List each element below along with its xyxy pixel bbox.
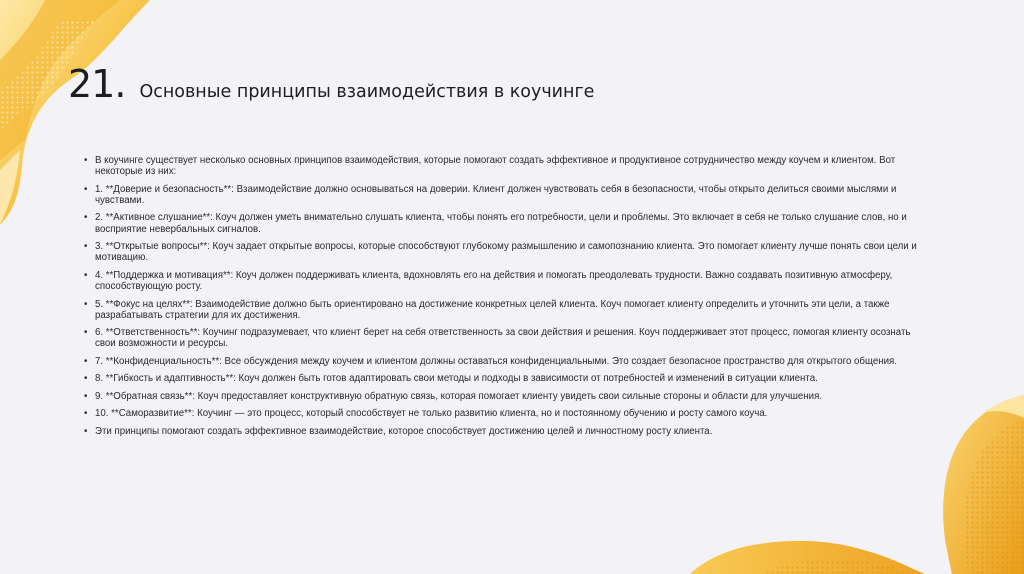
list-item-text: 10. **Саморазвитие**: Коучинг — это процесс, который способствует не только развитию клиента, но и постоянному обучению и росту самого коуча. [95, 408, 768, 420]
bullet-icon: • [84, 425, 88, 437]
list-item-text: 1. **Доверие и безопасность**: Взаимодействие должно основываться на доверии. Клиент должен чувствовать себя в безопасности, чтобы открыто делиться своими мыслями и чувствами. [95, 183, 897, 206]
list-item [84, 327, 929, 349]
list-item [84, 426, 929, 437]
bullet-icon: • [84, 373, 88, 385]
list-item [84, 212, 929, 234]
bullet-icon: • [84, 408, 88, 420]
slide-title [68, 62, 594, 106]
list-item-text: 6. **Ответственность**: Коучинг подразумевает, что клиент берет на себя ответственность за свои действия и решения. Коуч поддерживает этот процесс, помогая клиенту осознать свои возможности и ресурсы. [95, 327, 911, 350]
bullet-icon: • [84, 269, 88, 281]
bullet-icon: • [84, 298, 88, 310]
list-item [84, 391, 929, 402]
list-item-text: 3. **Открытые вопросы**: Коуч задает открытые вопросы, которые способствуют глубокому размышлению и самопознанию клиента. Это помогает клиенту лучше понять свои цели и мотивацию. [95, 241, 917, 264]
list-item [84, 184, 929, 206]
bullet-icon: • [84, 212, 88, 224]
list-item-text: 4. **Поддержка и мотивация**: Коуч должен поддерживать клиента, вдохновлять его на действия и помогать преодолевать трудности. Важно создавать позитивную атмосферу, способствующую росту. [95, 269, 893, 293]
list-item [84, 356, 929, 367]
list-item-text: 9. **Обратная связь**: Коуч предоставляет конструктивную обратную связь, которая помогает клиенту увидеть свои сильные стороны и области для улучшения. [95, 390, 823, 402]
slide-number: 21. [68, 62, 126, 106]
right-gold-wave [943, 395, 1024, 574]
bullet-icon: • [84, 390, 88, 402]
list-item [84, 241, 929, 263]
list-item [84, 299, 929, 321]
list-item-text: Эти принципы помогают создать эффективное взаимодействие, которое способствует достижению целей и личностному росту клиента. [95, 425, 713, 437]
bullet-icon: • [84, 241, 88, 253]
list-item [84, 270, 929, 292]
bullet-icon: • [84, 327, 88, 339]
bullet-icon: • [84, 183, 88, 195]
list-item-text: В коучинге существует несколько основных принципов взаимодействия, которые помогают создать эффективное и продуктивное сотрудничество между коучем и клиентом. Вот некоторые из них: [95, 155, 896, 178]
list-item-text: 8. **Гибкость и адаптивность**: Коуч должен быть готов адаптировать свои методы и подходы в зависимости от потребностей и изменений в ситуации клиента. [95, 373, 818, 385]
list-item [84, 373, 929, 384]
list-item-text: 7. **Конфиденциальность**: Все обсуждения между коучем и клиентом должны оставаться конфиденциальными. Это создает безопасное пространство для открытого общения. [95, 355, 897, 367]
list-item-text: 2. **Активное слушание**: Коуч должен уметь внимательно слушать клиента, чтобы понять его потребности, цели и проблемы. Это включает в себя не только слушание слов, но и восприятие невербальных сигналов. [95, 212, 907, 235]
list-item [84, 408, 929, 419]
list-item [84, 155, 929, 177]
principles-list [84, 155, 929, 443]
bottom-gold-wave [690, 541, 925, 574]
bullet-icon: • [84, 355, 88, 367]
list-item-text: 5. **Фокус на целях**: Взаимодействие должно быть ориентировано на достижение конкретных целей клиента. Коуч помогает клиенту определить и уточнить эти цели, а также разрабатывать стратегии для их достижения. [95, 298, 890, 321]
slide-heading: Основные принципы взаимодействия в коучинге [139, 82, 595, 102]
bullet-icon: • [84, 155, 88, 166]
